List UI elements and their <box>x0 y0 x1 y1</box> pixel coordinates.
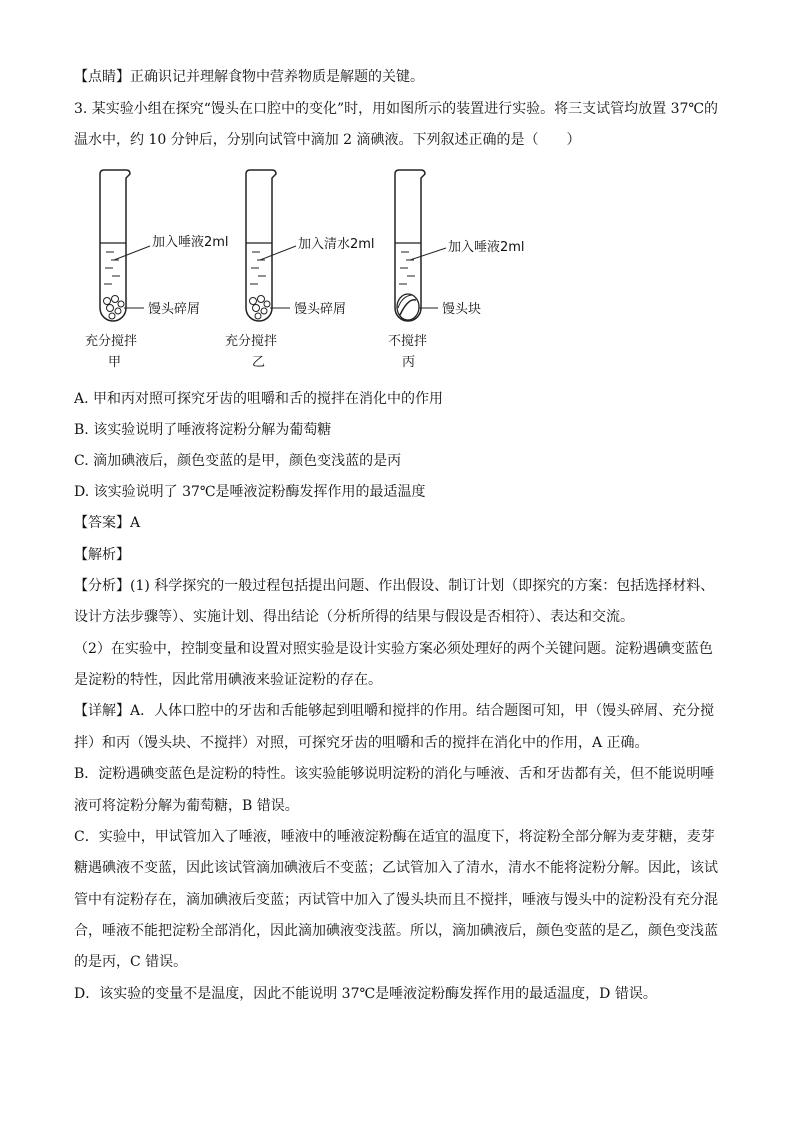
xiangjie-b-line-1: B．淀粉遇碘变蓝色是淀粉的特性。该实验能够说明淀粉的消化与唾液、舌和牙齿都有关，但不能说明唾 <box>74 766 715 782</box>
xiangjie-c-line-1: C．实验中，甲试管加入了唾液，唾液中的唾液淀粉酶在适宜的温度下，将淀粉全部分解为麦芽糖，麦芽 <box>74 829 715 845</box>
xiangjie-c-line-3: 管中有淀粉存在，滴加碘液后变蓝；丙试管中加入了馒头块而且不搅拌，唾液与馒头中的淀粉没有充分混 <box>74 892 718 908</box>
test-tube-yi <box>246 170 296 321</box>
tube-bing-name: 丙 <box>402 355 416 370</box>
xiangjie-c-line-2: 糖遇碘液不变蓝，因此该试管滴加碘液后不变蓝；乙试管加入了清水，清水不能将淀粉分解。因此，该试 <box>74 860 718 876</box>
analysis-heading: 【解析】 <box>74 547 130 563</box>
option-a: A. 甲和丙对照可探究牙齿的咀嚼和舌的搅拌在消化中的作用 <box>74 391 444 407</box>
xiangjie-c-line-5: 的是丙，C 错误。 <box>74 954 188 970</box>
tube-bing-content-label: 馒头块 <box>442 302 482 317</box>
experiment-figure <box>80 168 540 378</box>
xiangjie-a-line-1: 【详解】A．人体口腔中的牙齿和舌能够起到咀嚼和搅拌的作用。结合题图可知，甲（馒头碎屑、充分搅 <box>74 703 715 719</box>
fenxi-line-1: 【分析】(1) 科学探究的一般过程包括提出问题、作出假设、制订计划（即探究的方案：包括选择材料、 <box>74 578 715 594</box>
option-c: C. 滴加碘液后，颜色变蓝的是甲，颜色变浅蓝的是丙 <box>74 453 402 469</box>
tube-bing-action: 不搅拌 <box>388 334 428 349</box>
xiangjie-c-line-4: 合，唾液不能把淀粉全部消化，因此滴加碘液变浅蓝。所以，滴加碘液后，颜色变蓝的是乙，颜色变浅蓝 <box>74 923 718 939</box>
xiangjie-b-line-2: 液可将淀粉分解为葡萄糖，B 错误。 <box>74 798 299 814</box>
answer-line: 【答案】A <box>74 515 141 531</box>
tube-jia-action: 充分搅拌 <box>85 334 138 349</box>
option-d: D. 该实验说明了 37℃是唾液淀粉酶发挥作用的最适温度 <box>74 484 426 500</box>
tube-jia-add-label: 加入唾液2ml <box>152 235 229 250</box>
tube-jia-name: 甲 <box>108 355 122 370</box>
question-3-line-1: 3. 某实验小组在探究“馒头在口腔中的变化”时，用如图所示的装置进行实验。将三支试管均放置 37℃的 <box>74 101 719 117</box>
tube-yi-content-label: 馒头碎屑 <box>294 302 347 317</box>
fenxi-line-4: 是淀粉的特性，因此常用碘液来验证淀粉的存在。 <box>74 672 382 688</box>
tube-bing-add-label: 加入唾液2ml <box>448 240 525 255</box>
fenxi-line-2: 设计方法步骤等）、实施计划、得出结论（分析所得的结果与假设是否相符）、表达和交流。 <box>74 609 634 625</box>
tube-jia-content-label: 馒头碎屑 <box>148 302 201 317</box>
line-dianjing: 【点睛】正确识记并理解食物中营养物质是解题的关键。 <box>74 69 424 85</box>
tube-yi-action: 充分搅拌 <box>225 334 278 349</box>
question-3-line-2: 温水中，约 10 分钟后，分别向试管中滴加 2 滴碘液。下列叙述正确的是（ ） <box>74 132 581 148</box>
test-tube-jia <box>100 170 150 321</box>
test-tube-bing <box>395 170 446 321</box>
tube-yi-add-label: 加入清水2ml <box>298 237 375 252</box>
tube-yi-name: 乙 <box>252 355 266 370</box>
option-b: B. 该实验说明了唾液将淀粉分解为葡萄糖 <box>74 422 332 438</box>
xiangjie-d-line: D．该实验的变量不是温度，因此不能说明 37℃是唾液淀粉酶发挥作用的最适温度，D 错误。 <box>74 986 657 1002</box>
fenxi-line-3: （2）在实验中，控制变量和设置对照实验是设计实验方案必须处理好的两个关键问题。淀粉遇碘变蓝色 <box>74 641 713 657</box>
xiangjie-a-line-2: 拌）和丙（馒头块、不搅拌）对照，可探究牙齿的咀嚼和舌的搅拌在消化中的作用，A 正确。 <box>74 735 649 751</box>
